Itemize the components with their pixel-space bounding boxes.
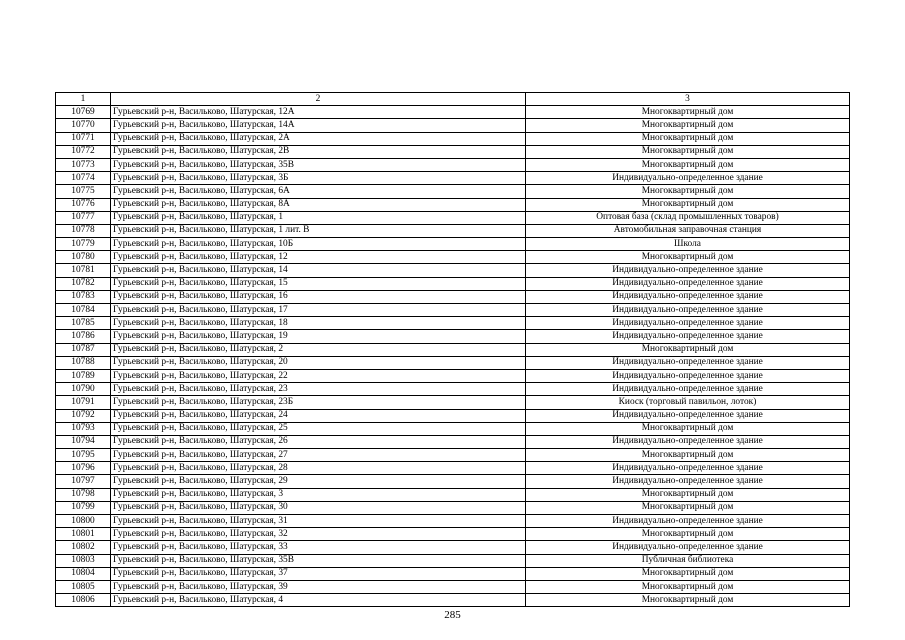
table-row xyxy=(56,462,850,475)
table-row xyxy=(56,554,850,567)
row-number: 10774 xyxy=(56,172,111,185)
row-number: 10785 xyxy=(56,317,111,330)
row-number: 10792 xyxy=(56,409,111,422)
row-number: 10773 xyxy=(56,158,111,171)
row-number: 10775 xyxy=(56,185,111,198)
row-building-type: Индивидуально-определенное здание xyxy=(526,356,850,369)
row-building-type: Многоквартирный дом xyxy=(526,119,850,132)
row-number: 10791 xyxy=(56,396,111,409)
row-address: Гурьевский р-н, Васильково, Шатурская, 1 лит. В xyxy=(111,224,526,237)
row-number: 10799 xyxy=(56,501,111,514)
row-building-type: Школа xyxy=(526,238,850,251)
row-address: Гурьевский р-н, Васильково, Шатурская, 24 xyxy=(111,409,526,422)
row-number: 10802 xyxy=(56,541,111,554)
table-row xyxy=(56,528,850,541)
row-number: 10798 xyxy=(56,488,111,501)
row-address: Гурьевский р-н, Васильково, Шатурская, 4 xyxy=(111,594,526,607)
table-row xyxy=(56,132,850,145)
row-building-type: Индивидуально-определенное здание xyxy=(526,264,850,277)
table-row xyxy=(56,541,850,554)
table-row xyxy=(56,580,850,593)
row-address: Гурьевский р-н, Васильково, Шатурская, 3 xyxy=(111,488,526,501)
row-number: 10777 xyxy=(56,211,111,224)
row-building-type: Многоквартирный дом xyxy=(526,567,850,580)
row-address: Гурьевский р-н, Васильково, Шатурская, 25 xyxy=(111,422,526,435)
row-number: 10772 xyxy=(56,145,111,158)
row-number: 10801 xyxy=(56,528,111,541)
row-number: 10779 xyxy=(56,238,111,251)
row-number: 10805 xyxy=(56,580,111,593)
row-address: Гурьевский р-н, Васильково, Шатурская, 30 xyxy=(111,501,526,514)
table-row xyxy=(56,449,850,462)
column-header-2: 2 xyxy=(111,93,526,106)
table-row xyxy=(56,106,850,119)
table-row xyxy=(56,158,850,171)
table-row xyxy=(56,251,850,264)
row-address: Гурьевский р-н, Васильково, Шатурская, 10Б xyxy=(111,238,526,251)
row-building-type: Многоквартирный дом xyxy=(526,501,850,514)
row-number: 10770 xyxy=(56,119,111,132)
row-address: Гурьевский р-н, Васильково, Шатурская, 2 xyxy=(111,343,526,356)
row-building-type: Индивидуально-определенное здание xyxy=(526,277,850,290)
table-row xyxy=(56,211,850,224)
table-row xyxy=(56,396,850,409)
table-row xyxy=(56,422,850,435)
row-address: Гурьевский р-н, Васильково, Шатурская, 2В xyxy=(111,145,526,158)
registry-table xyxy=(55,92,850,607)
header-row xyxy=(56,93,850,106)
row-building-type: Индивидуально-определенное здание xyxy=(526,369,850,382)
row-address: Гурьевский р-н, Васильково, Шатурская, 15 xyxy=(111,277,526,290)
row-number: 10795 xyxy=(56,449,111,462)
row-number: 10780 xyxy=(56,251,111,264)
row-address: Гурьевский р-н, Васильково, Шатурская, 1 xyxy=(111,211,526,224)
row-building-type: Многоквартирный дом xyxy=(526,106,850,119)
table-row xyxy=(56,317,850,330)
table-row xyxy=(56,304,850,317)
row-building-type: Публичная библиотека xyxy=(526,554,850,567)
row-number: 10806 xyxy=(56,594,111,607)
row-building-type: Многоквартирный дом xyxy=(526,449,850,462)
row-address: Гурьевский р-н, Васильково, Шатурская, 28 xyxy=(111,462,526,475)
table-row xyxy=(56,567,850,580)
row-number: 10784 xyxy=(56,304,111,317)
row-building-type: Многоквартирный дом xyxy=(526,251,850,264)
table-row xyxy=(56,172,850,185)
row-address: Гурьевский р-н, Васильково, Шатурская, 29 xyxy=(111,475,526,488)
table-row xyxy=(56,369,850,382)
row-building-type: Индивидуально-определенное здание xyxy=(526,475,850,488)
row-address: Гурьевский р-н, Васильково, Шатурская, 22 xyxy=(111,369,526,382)
row-building-type: Оптовая база (склад промышленных товаров) xyxy=(526,211,850,224)
row-number: 10778 xyxy=(56,224,111,237)
table-row xyxy=(56,383,850,396)
row-building-type: Индивидуально-определенное здание xyxy=(526,172,850,185)
row-building-type: Индивидуально-определенное здание xyxy=(526,541,850,554)
row-building-type: Индивидуально-определенное здание xyxy=(526,304,850,317)
table-row xyxy=(56,501,850,514)
row-number: 10789 xyxy=(56,369,111,382)
row-address: Гурьевский р-н, Васильково, Шатурская, 35В xyxy=(111,554,526,567)
row-number: 10793 xyxy=(56,422,111,435)
table-row xyxy=(56,264,850,277)
row-number: 10783 xyxy=(56,290,111,303)
row-building-type: Многоквартирный дом xyxy=(526,185,850,198)
row-number: 10782 xyxy=(56,277,111,290)
row-address: Гурьевский р-н, Васильково, Шатурская, 12 xyxy=(111,251,526,264)
row-address: Гурьевский р-н, Васильково, Шатурская, 23 xyxy=(111,383,526,396)
row-number: 10790 xyxy=(56,383,111,396)
table-row xyxy=(56,356,850,369)
row-number: 10771 xyxy=(56,132,111,145)
row-address: Гурьевский р-н, Васильково, Шатурская, 26 xyxy=(111,435,526,448)
row-address: Гурьевский р-н, Васильково, Шатурская, 12А xyxy=(111,106,526,119)
row-building-type: Многоквартирный дом xyxy=(526,580,850,593)
table-row xyxy=(56,119,850,132)
row-number: 10776 xyxy=(56,198,111,211)
column-header-1: 1 xyxy=(56,93,111,106)
row-number: 10787 xyxy=(56,343,111,356)
row-building-type: Индивидуально-определенное здание xyxy=(526,462,850,475)
row-address: Гурьевский р-н, Васильково, Шатурская, 3Б xyxy=(111,172,526,185)
table-row xyxy=(56,290,850,303)
table-row xyxy=(56,224,850,237)
row-number: 10786 xyxy=(56,330,111,343)
table-row xyxy=(56,515,850,528)
table-row xyxy=(56,435,850,448)
row-building-type: Индивидуально-определенное здание xyxy=(526,409,850,422)
row-address: Гурьевский р-н, Васильково, Шатурская, 14А xyxy=(111,119,526,132)
row-building-type: Многоквартирный дом xyxy=(526,528,850,541)
row-building-type: Многоквартирный дом xyxy=(526,132,850,145)
row-address: Гурьевский р-н, Васильково, Шатурская, 8А xyxy=(111,198,526,211)
row-building-type: Киоск (торговый павильон, лоток) xyxy=(526,396,850,409)
row-building-type: Индивидуально-определенное здание xyxy=(526,290,850,303)
column-header-3: 3 xyxy=(526,93,850,106)
row-building-type: Индивидуально-определенное здание xyxy=(526,515,850,528)
row-building-type: Индивидуально-определенное здание xyxy=(526,383,850,396)
table-row xyxy=(56,145,850,158)
row-building-type: Индивидуально-определенное здание xyxy=(526,435,850,448)
row-number: 10804 xyxy=(56,567,111,580)
table-header xyxy=(56,93,850,106)
row-address: Гурьевский р-н, Васильково, Шатурская, 31 xyxy=(111,515,526,528)
row-number: 10769 xyxy=(56,106,111,119)
row-number: 10803 xyxy=(56,554,111,567)
table-row xyxy=(56,488,850,501)
row-number: 10800 xyxy=(56,515,111,528)
table-body xyxy=(56,106,850,607)
table-row xyxy=(56,409,850,422)
row-address: Гурьевский р-н, Васильково, Шатурская, 2А xyxy=(111,132,526,145)
table-row xyxy=(56,594,850,607)
table-row xyxy=(56,475,850,488)
row-number: 10781 xyxy=(56,264,111,277)
row-address: Гурьевский р-н, Васильково, Шатурская, 18 xyxy=(111,317,526,330)
row-address: Гурьевский р-н, Васильково, Шатурская, 32 xyxy=(111,528,526,541)
row-address: Гурьевский р-н, Васильково, Шатурская, 16 xyxy=(111,290,526,303)
table-row xyxy=(56,198,850,211)
row-address: Гурьевский р-н, Васильково, Шатурская, 17 xyxy=(111,304,526,317)
row-number: 10794 xyxy=(56,435,111,448)
row-building-type: Многоквартирный дом xyxy=(526,422,850,435)
table-row xyxy=(56,330,850,343)
row-address: Гурьевский р-н, Васильково, Шатурская, 14 xyxy=(111,264,526,277)
row-building-type: Многоквартирный дом xyxy=(526,488,850,501)
table-row xyxy=(56,185,850,198)
row-building-type: Автомобильная заправочная станция xyxy=(526,224,850,237)
table-row xyxy=(56,238,850,251)
row-address: Гурьевский р-н, Васильково, Шатурская, 23Б xyxy=(111,396,526,409)
row-building-type: Индивидуально-определенное здание xyxy=(526,317,850,330)
row-building-type: Многоквартирный дом xyxy=(526,343,850,356)
table-row xyxy=(56,343,850,356)
row-address: Гурьевский р-н, Васильково, Шатурская, 6А xyxy=(111,185,526,198)
row-address: Гурьевский р-н, Васильково, Шатурская, 33 xyxy=(111,541,526,554)
row-address: Гурьевский р-н, Васильково, Шатурская, 39 xyxy=(111,580,526,593)
row-address: Гурьевский р-н, Васильково, Шатурская, 20 xyxy=(111,356,526,369)
row-number: 10797 xyxy=(56,475,111,488)
row-building-type: Индивидуально-определенное здание xyxy=(526,330,850,343)
row-building-type: Многоквартирный дом xyxy=(526,145,850,158)
row-building-type: Многоквартирный дом xyxy=(526,594,850,607)
row-address: Гурьевский р-н, Васильково, Шатурская, 27 xyxy=(111,449,526,462)
row-address: Гурьевский р-н, Васильково, Шатурская, 37 xyxy=(111,567,526,580)
row-address: Гурьевский р-н, Васильково, Шатурская, 19 xyxy=(111,330,526,343)
row-building-type: Многоквартирный дом xyxy=(526,198,850,211)
table-row xyxy=(56,277,850,290)
row-number: 10788 xyxy=(56,356,111,369)
row-address: Гурьевский р-н, Васильково, Шатурская, 35В xyxy=(111,158,526,171)
row-number: 10796 xyxy=(56,462,111,475)
row-building-type: Многоквартирный дом xyxy=(526,158,850,171)
page-number: 285 xyxy=(444,609,461,621)
